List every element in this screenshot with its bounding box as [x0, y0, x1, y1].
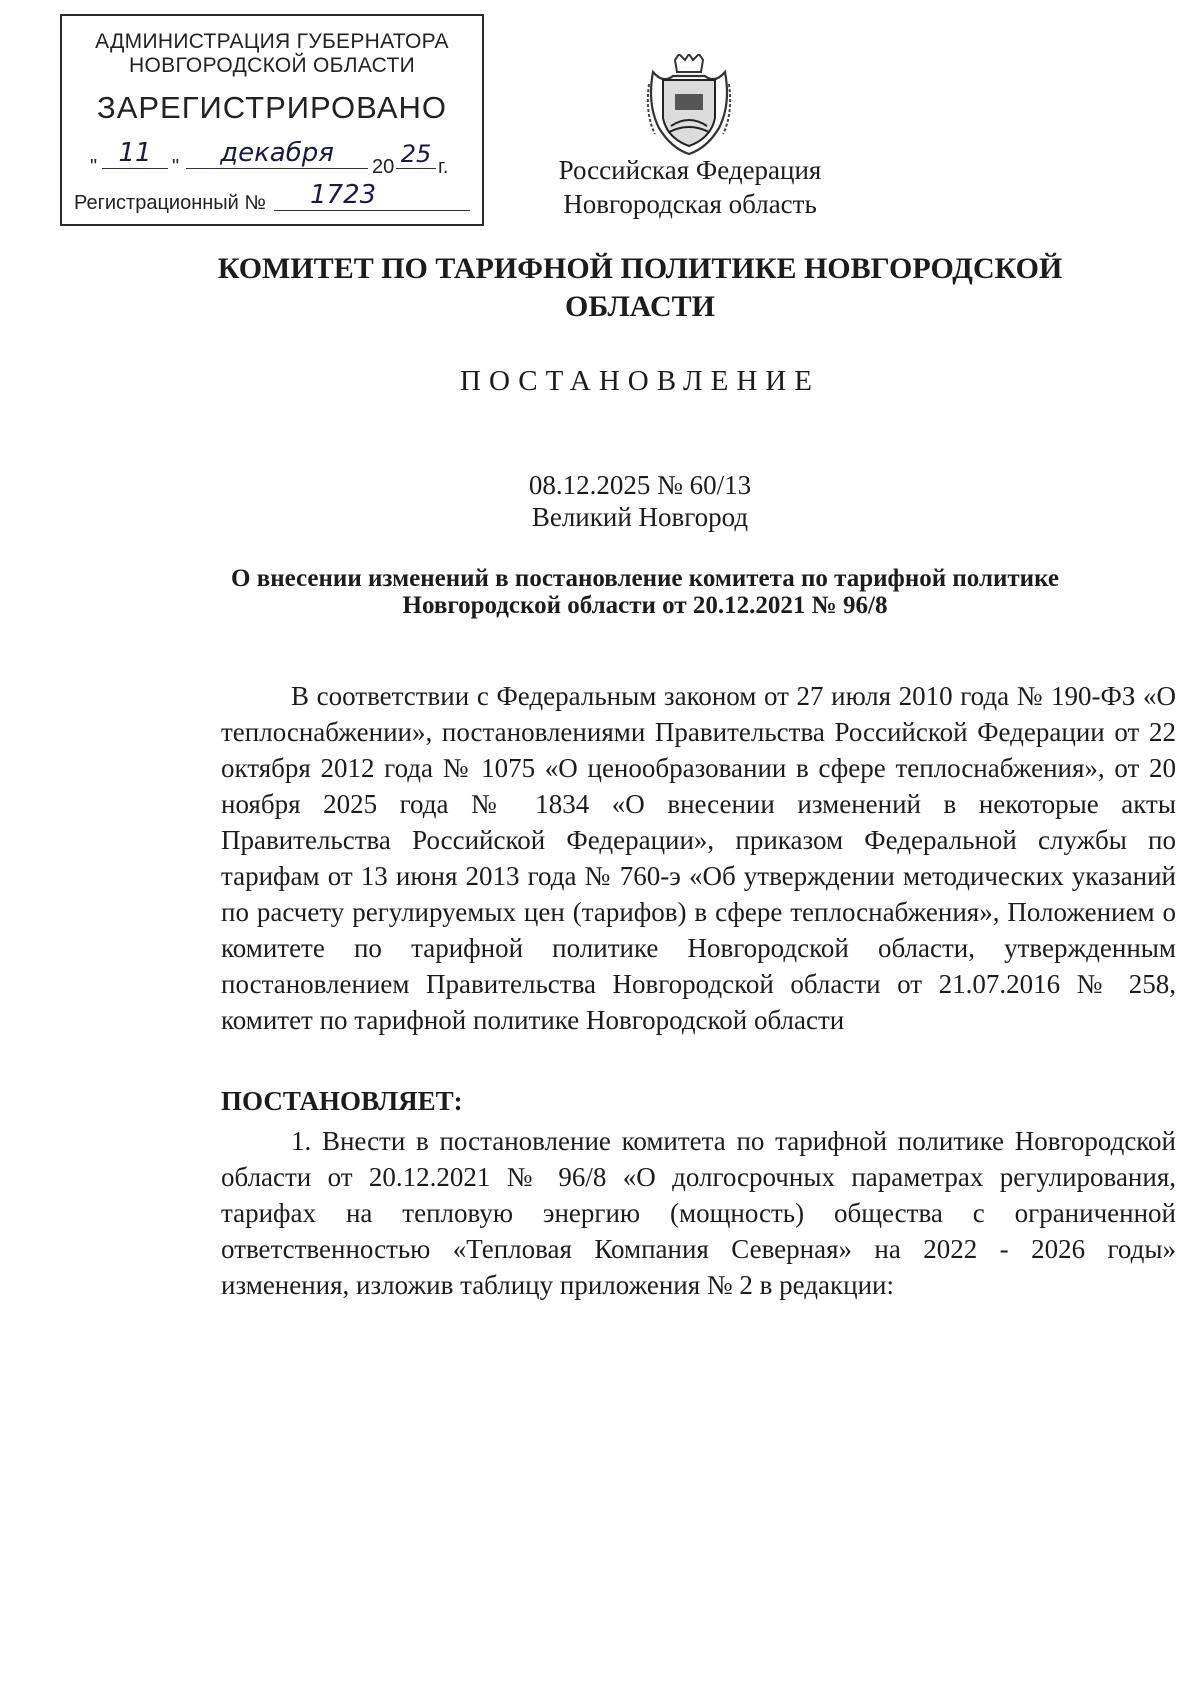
document-number: 08.12.2025 № 60/13	[528, 470, 752, 500]
clause-1-paragraph: 1. Внести в постановление комитета по тарифной политике Новгородской области от 20.12.2021 № 96/8 «О долгосрочных параметрах регулирования, тарифах на тепловую энергию (мощность) общества с ограниченной ответственностью «Тепловая Компания Северная» на 2022 - 2026 годы» изменения, изложив таблицу приложения № 2 в редакции:	[221, 1126, 1176, 1300]
stamp-month: декабря	[186, 138, 368, 169]
stamp-line-1: АДМИНИСТРАЦИЯ ГУБЕРНАТОРА	[95, 30, 449, 53]
stamp-quote-open: "	[90, 156, 98, 178]
stamp-year-letter: г.	[438, 156, 449, 178]
stamp-quote-close: "	[172, 156, 180, 178]
document-title: О внесении изменений в постановление комитета по тарифной политике Новгородской области от 20.12.2021 № 96/8	[231, 565, 1059, 619]
document-type: ПОСТАНОВЛЕНИЕ	[460, 365, 820, 397]
preamble-paragraph: В соответствии с Федеральным законом от 27 июля 2010 года № 190-ФЗ «О теплоснабжении», постановлениями Правительства Российской Федерации от 22 октября 2012 года № 1075 «О ценообразовании в сфере теплоснабжения», от 20 ноября 2025 года № 1834 «О внесении изменений в некоторые акты Правительства Российской Федерации», приказом Федеральной службы по тарифам от 13 июня 2013 года № 760-э «Об утверждении методических указаний по расчету регулируемых цен (тарифов) в сфере теплоснабжения», Положением о комитете по тарифной политике Новгородской области, утвержденным постановлением Правительства Новгородской области от 21.07.2016 № 258, комитет по тарифной политике Новгородской области	[221, 681, 1176, 1035]
stamp-registered: ЗАРЕГИСТРИРОВАНО	[96, 90, 447, 125]
region-name: Новгородская область	[563, 189, 817, 219]
stamp-date-line	[90, 138, 470, 182]
country-name: Российская Федерация	[558, 155, 822, 185]
decides-heading: ПОСТАНОВЛЯЕТ:	[221, 1086, 463, 1116]
stamp-year-suffix: 25	[396, 140, 436, 169]
stamp-year-prefix: 20	[372, 156, 395, 178]
coat-of-arms-emblem	[645, 54, 733, 156]
registration-stamp	[60, 14, 484, 226]
stamp-day: 11	[102, 138, 168, 169]
stamp-line-2: НОВГОРОДСКОЙ ОБЛАСТИ	[129, 54, 415, 77]
stamp-reg-number: 1723	[274, 180, 470, 211]
committee-title: КОМИТЕТ ПО ТАРИФНОЙ ПОЛИТИКЕ НОВГОРОДСКОЙ ОБЛАСТИ	[217, 252, 1063, 323]
stamp-reg-number-label: Регистрационный №	[74, 192, 266, 214]
document-city: Великий Новгород	[531, 502, 749, 532]
